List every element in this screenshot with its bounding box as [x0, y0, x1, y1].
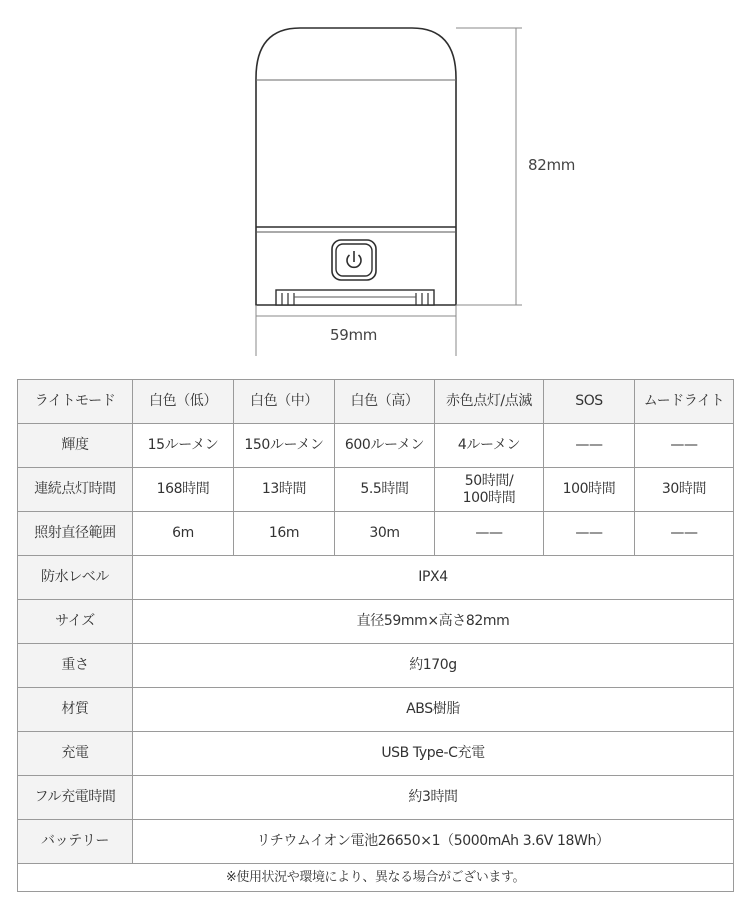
- table-row-runtime: [18, 468, 734, 512]
- material-value: ABS樹脂: [133, 688, 734, 732]
- mode-white-low: 白色（低）: [133, 380, 234, 424]
- runtime-cell: 30時間: [635, 468, 734, 512]
- table-row-full-charge-time: [18, 776, 734, 820]
- mode-white-mid: 白色（中）: [234, 380, 335, 424]
- row-label-light-mode: ライトモード: [18, 380, 133, 424]
- row-label-range: 照射直径範囲: [18, 512, 133, 556]
- battery-value: リチウムイオン電池26650×1（5000mAh 3.6V 18Wh）: [133, 820, 734, 864]
- runtime-cell: 168時間: [133, 468, 234, 512]
- table-row-note: [18, 864, 734, 892]
- range-cell: 6m: [133, 512, 234, 556]
- brightness-cell: ——: [544, 424, 635, 468]
- table-row-size: [18, 600, 734, 644]
- runtime-cell: 5.5時間: [335, 468, 435, 512]
- brightness-cell: 15ルーメン: [133, 424, 234, 468]
- full-charge-time-value: 約3時間: [133, 776, 734, 820]
- footnote: ※使用状況や環境により、異なる場合がございます。: [18, 864, 734, 892]
- table-row-brightness: [18, 424, 734, 468]
- row-label-battery: バッテリー: [18, 820, 133, 864]
- range-cell: 16m: [234, 512, 335, 556]
- table-row-range: [18, 512, 734, 556]
- range-cell: ——: [635, 512, 734, 556]
- row-label-weight: 重さ: [18, 644, 133, 688]
- height-dimension-label: 82mm: [528, 156, 576, 174]
- table-row-material: [18, 688, 734, 732]
- height-dimension-line: [456, 28, 522, 305]
- brightness-cell: 150ルーメン: [234, 424, 335, 468]
- table-row-battery: [18, 820, 734, 864]
- spec-table: [17, 379, 734, 892]
- size-value: 直径59mm×高さ82mm: [133, 600, 734, 644]
- width-dimension-label: 59mm: [330, 326, 378, 344]
- mode-mood-light: ムードライト: [635, 380, 734, 424]
- table-row-light-mode: [18, 380, 734, 424]
- row-label-brightness: 輝度: [18, 424, 133, 468]
- runtime-red-line: 50時間/: [464, 472, 514, 489]
- range-cell: ——: [544, 512, 635, 556]
- row-label-size: サイズ: [18, 600, 133, 644]
- table-row-waterproof: [18, 556, 734, 600]
- brightness-cell: ——: [635, 424, 734, 468]
- row-label-material: 材質: [18, 688, 133, 732]
- table-row-charging: [18, 732, 734, 776]
- mode-red: 赤色点灯/点滅: [435, 380, 544, 424]
- runtime-cell-red: [435, 468, 544, 512]
- lantern-outline-illustration: [0, 0, 750, 370]
- runtime-cell: 100時間: [544, 468, 635, 512]
- row-label-waterproof: 防水レベル: [18, 556, 133, 600]
- product-dimension-drawing: [0, 0, 750, 370]
- mode-sos: SOS: [544, 380, 635, 424]
- weight-value: 約170g: [133, 644, 734, 688]
- row-label-runtime: 連続点灯時間: [18, 468, 133, 512]
- row-label-full-charge-time: フル充電時間: [18, 776, 133, 820]
- range-cell: ——: [435, 512, 544, 556]
- row-label-charging: 充電: [18, 732, 133, 776]
- runtime-cell: 13時間: [234, 468, 335, 512]
- waterproof-value: IPX4: [133, 556, 734, 600]
- brightness-cell: 600ルーメン: [335, 424, 435, 468]
- runtime-red-line: 100時間: [462, 489, 516, 506]
- range-cell: 30m: [335, 512, 435, 556]
- charging-value: USB Type-C充電: [133, 732, 734, 776]
- mode-white-high: 白色（高）: [335, 380, 435, 424]
- brightness-cell: 4ルーメン: [435, 424, 544, 468]
- table-row-weight: [18, 644, 734, 688]
